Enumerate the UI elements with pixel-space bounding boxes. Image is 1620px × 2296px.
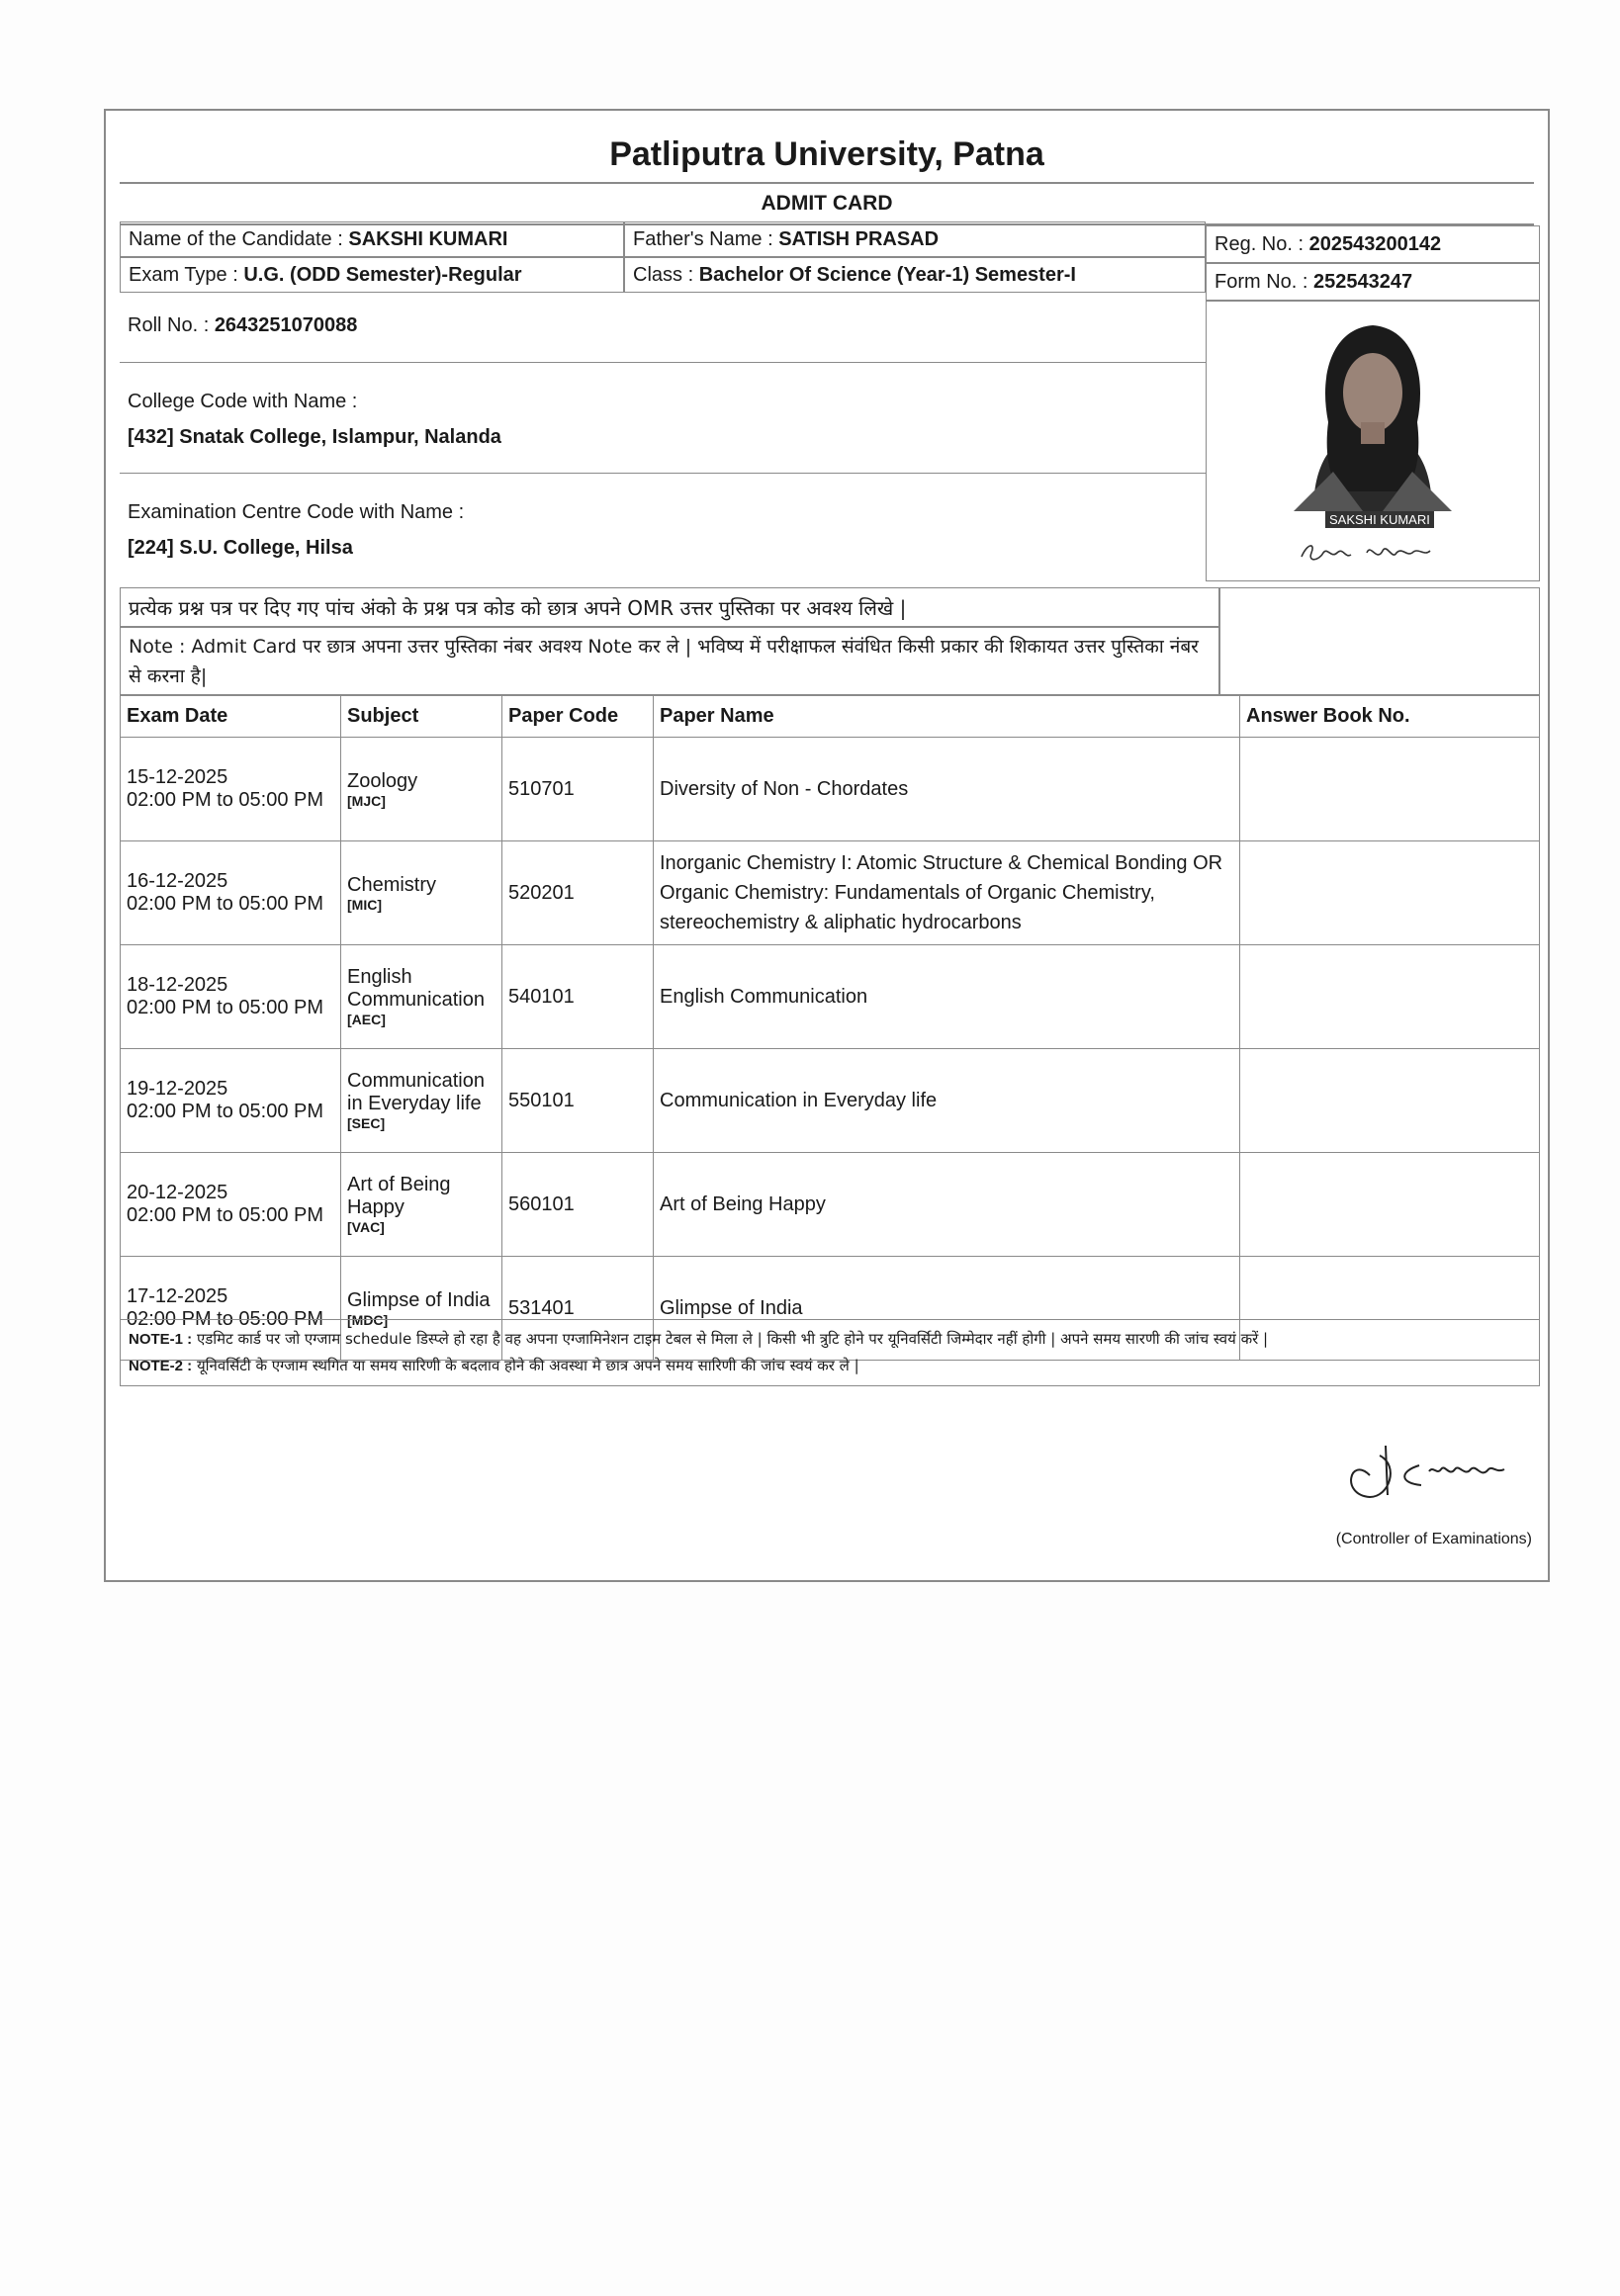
divider	[120, 362, 1206, 363]
exam-date-cell	[121, 945, 341, 1049]
exam-time: 02:00 PM to 05:00 PM	[127, 893, 324, 915]
controller-label: (Controller of Examinations)	[1335, 1531, 1532, 1547]
paper-name: Glimpse of India	[654, 1257, 1240, 1361]
header-answer-book: Answer Book No.	[1240, 695, 1540, 738]
admit-card	[104, 109, 1550, 1582]
exam-time: 02:00 PM to 05:00 PM	[127, 997, 324, 1018]
exam-date: 16-12-2025	[127, 870, 228, 892]
photo-caption: SAKSHI KUMARI	[1325, 511, 1434, 528]
exam-date-cell	[121, 1049, 341, 1153]
table-row	[121, 841, 1540, 945]
college-info	[128, 384, 501, 455]
exam-date: 15-12-2025	[127, 766, 228, 788]
paper-code: 560101	[502, 1153, 654, 1257]
subject-name: English Communication	[347, 966, 485, 1011]
table-row	[121, 1049, 1540, 1153]
centre-info	[128, 494, 464, 566]
exam-date: 18-12-2025	[127, 974, 228, 996]
instruction-text-2: Note : Admit Card पर छात्र अपना उत्तर पुस्तिका नंबर अवश्य Note कर ले | भविष्य में परीक्षाफल संवंधित किसी प्रकार की शिकायत उत्तर पुस्तिका नंबर से करना है|	[129, 636, 1199, 687]
paper-name: Art of Being Happy	[654, 1153, 1240, 1257]
paper-code: 510701	[502, 738, 654, 841]
exam-schedule-table	[120, 694, 1540, 1361]
table-header-row	[121, 695, 1540, 738]
exam-time: 02:00 PM to 05:00 PM	[127, 1101, 324, 1122]
centre-value: [224] S.U. College, Hilsa	[128, 537, 353, 559]
subject-cell	[341, 841, 502, 945]
answer-book-cell	[1240, 1153, 1540, 1257]
reg-no-cell	[1206, 225, 1540, 263]
instruction-side-cell	[1219, 587, 1540, 696]
exam-date-cell	[121, 1153, 341, 1257]
exam-time: 02:00 PM to 05:00 PM	[127, 1204, 324, 1226]
exam-date: 19-12-2025	[127, 1078, 228, 1100]
subject-tag: [SEC]	[347, 1115, 386, 1131]
subject-tag: [MIC]	[347, 896, 382, 913]
reg-no: 202543200142	[1308, 232, 1442, 255]
controller-signature	[1330, 1436, 1518, 1515]
subject-tag: [MJC]	[347, 792, 386, 809]
divider	[120, 473, 1206, 474]
exam-time: 02:00 PM to 05:00 PM	[127, 789, 324, 811]
subject-cell	[341, 1049, 502, 1153]
class-label: Class :	[633, 263, 694, 286]
subject-cell	[341, 1153, 502, 1257]
paper-code: 531401	[502, 1257, 654, 1361]
roll-no-value: 2643251070088	[214, 314, 358, 336]
form-no: 252543247	[1313, 270, 1413, 293]
table-row	[121, 945, 1540, 1049]
subject-tag: [AEC]	[347, 1012, 386, 1027]
paper-name: Inorganic Chemistry I: Atomic Structure & Chemical Bonding OR Organic Chemistry: Fundamentals of Organic Chemistry, stereochemistry & aliphatic hydrocarbons	[654, 841, 1240, 945]
subject-tag: [VAC]	[347, 1219, 385, 1235]
paper-code: 540101	[502, 945, 654, 1049]
subject-name: Zoology	[347, 769, 418, 792]
subject-name: Glimpse of India	[347, 1288, 491, 1311]
subject-name: Art of Being Happy	[347, 1174, 451, 1218]
candidate-photo	[1274, 313, 1472, 521]
note-1-label: NOTE-1 :	[129, 1331, 193, 1348]
subject-name: Chemistry	[347, 873, 437, 896]
class-value: Bachelor Of Science (Year-1) Semester-I	[698, 263, 1076, 286]
form-no-cell	[1206, 263, 1540, 301]
subject-cell	[341, 945, 502, 1049]
header-paper-code: Paper Code	[502, 695, 654, 738]
header-paper-name: Paper Name	[654, 695, 1240, 738]
exam-type: U.G. (ODD Semester)-Regular	[243, 263, 522, 286]
exam-date-cell	[121, 841, 341, 945]
paper-name: Diversity of Non - Chordates	[654, 738, 1240, 841]
candidate-name: SAKSHI KUMARI	[348, 227, 508, 250]
centre-label: Examination Centre Code with Name :	[128, 501, 465, 523]
college-label: College Code with Name :	[128, 391, 358, 412]
subject-cell	[341, 738, 502, 841]
reg-no-label: Reg. No. :	[1215, 232, 1305, 255]
notes-section	[120, 1319, 1540, 1386]
paper-code: 550101	[502, 1049, 654, 1153]
instruction-line-2	[120, 627, 1219, 696]
exam-date-cell	[121, 738, 341, 841]
father-name-cell	[624, 221, 1206, 257]
exam-time: 02:00 PM to 05:00 PM	[127, 1308, 324, 1330]
paper-name: English Communication	[654, 945, 1240, 1049]
exam-date: 20-12-2025	[127, 1182, 228, 1203]
note-2-label: NOTE-2 :	[129, 1358, 193, 1374]
father-name-label: Father's Name :	[633, 227, 773, 250]
exam-type-label: Exam Type :	[129, 263, 238, 286]
photo-box	[1206, 301, 1540, 581]
note-2	[129, 1353, 1531, 1379]
father-name: SATISH PRASAD	[778, 227, 940, 250]
answer-book-cell	[1240, 841, 1540, 945]
answer-book-cell	[1240, 1049, 1540, 1153]
paper-code: 520201	[502, 841, 654, 945]
instruction-line-1	[120, 587, 1219, 627]
roll-no-label: Roll No. :	[128, 314, 210, 336]
paper-name: Communication in Everyday life	[654, 1049, 1240, 1153]
instruction-text-1: प्रत्येक प्रश्न पत्र पर दिए गए पांच अंको के प्रश्न पत्र कोड को छात्र अपने OMR उत्तर पुस्तिका पर अवश्य लिखे |	[129, 595, 907, 620]
answer-book-cell	[1240, 738, 1540, 841]
university-title: Patliputra University, Patna	[609, 135, 1044, 173]
candidate-name-label: Name of the Candidate :	[129, 227, 343, 250]
header-exam-date: Exam Date	[121, 695, 341, 738]
candidate-signature	[1298, 533, 1476, 569]
header-subject: Subject	[341, 695, 502, 738]
exam-date: 17-12-2025	[127, 1285, 228, 1307]
subject-name: Communication in Everyday life	[347, 1070, 485, 1114]
document-title: ADMIT CARD	[120, 182, 1534, 225]
college-value: [432] Snatak College, Islampur, Nalanda	[128, 426, 501, 448]
class-cell	[624, 257, 1206, 293]
note-2-text: यूनिवर्सिटी के एग्जाम स्थगित या समय सारिणी के बदलाव होने की अवस्था मे छात्र अपने समय सारिणी की जांच स्वयं कर ले |	[196, 1357, 859, 1374]
form-no-label: Form No. :	[1215, 270, 1308, 293]
answer-book-cell	[1240, 945, 1540, 1049]
exam-type-cell	[120, 257, 624, 293]
note-1	[129, 1326, 1531, 1353]
table-row	[121, 1153, 1540, 1257]
candidate-name-cell	[120, 221, 624, 257]
table-row	[121, 738, 1540, 841]
subject-tag: [MDC]	[347, 1311, 389, 1328]
roll-no	[128, 314, 357, 337]
note-1-text: एडमिट कार्ड पर जो एग्जाम schedule डिस्प्ले हो रहा है वह अपना एग्जामिनेशन टाइम टेबल से मिला ले | किसी भी त्रुटि होने पर यूनिवर्सिटी जिम्मेदार नहीं होगी | अपने समय सारणी की जांच स्वयं करें |	[196, 1330, 1269, 1348]
